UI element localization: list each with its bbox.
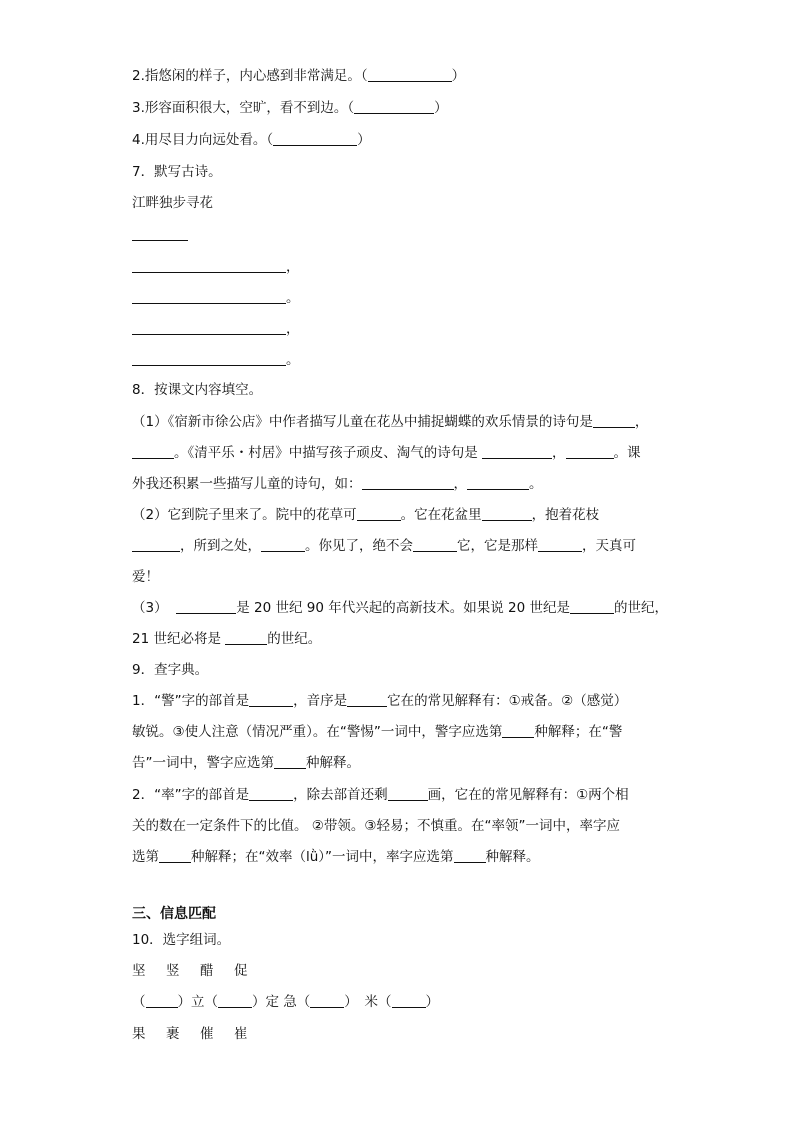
text: 画，它在的常见解释有：①两个相 (427, 787, 629, 803)
answer-blank[interactable] (570, 598, 614, 614)
answer-blank[interactable] (538, 536, 582, 552)
poem-line-1 (132, 257, 300, 277)
q8-p1-line2 (132, 443, 641, 463)
q8-p1-line1 (132, 412, 648, 432)
char-option: 崔 (234, 1026, 248, 1042)
q9-i1-line2 (132, 722, 622, 742)
poem-title-blank (132, 225, 188, 245)
q9-i2-line2: 关的数在一定条件下的比值。 ②带领。③轻易；不慎重。在“率领”一词中，率字应 (132, 818, 620, 834)
answer-blank[interactable] (261, 536, 305, 552)
answer-blank[interactable] (354, 98, 434, 114)
answer-blank[interactable] (502, 722, 534, 738)
answer-blank[interactable] (132, 225, 188, 241)
text: 告”一词中，警字应选第 (132, 755, 274, 771)
q8-label: 8．按课文内容填空。 (132, 382, 263, 398)
char-option: 果 (132, 1026, 146, 1042)
q6-item-4-close: ） (357, 132, 371, 148)
char-option: 竖 (166, 963, 180, 979)
answer-blank[interactable] (146, 992, 178, 1008)
punct: ， (286, 259, 300, 275)
text: 选第 (132, 849, 159, 865)
q9-i2-line3 (132, 847, 540, 867)
answer-blank[interactable] (176, 598, 236, 614)
char-options-row-1 (132, 961, 268, 981)
answer-blank[interactable] (132, 257, 286, 273)
answer-blank[interactable] (566, 443, 614, 459)
text: ）定 急（ (252, 994, 311, 1010)
section-heading: 三、信息匹配 (132, 906, 216, 922)
poem-line-2 (132, 288, 300, 308)
text: 它在的常见解释有：①戒备。②（感觉） (387, 693, 628, 709)
text: 的世纪， (613, 600, 668, 616)
text: 1．“警”字的部首是 (132, 693, 250, 709)
text: 是 20 世纪 90 年代兴起的高新技术。如果说 20 世纪是 (236, 600, 570, 616)
answer-blank[interactable] (593, 412, 635, 428)
text: 。《清平乐・村居》中描写孩子顽皮、淘气的诗句是 (174, 445, 478, 461)
q9-i2-line1 (132, 785, 629, 805)
text: （ (132, 994, 146, 1010)
text: ，抱着花枝 (531, 507, 600, 523)
text: 。它在花盆里 (400, 507, 482, 523)
poem-line-3 (132, 319, 300, 339)
answer-blank[interactable] (388, 785, 428, 801)
answer-blank[interactable] (357, 505, 401, 521)
text: 21 世纪必将是 (132, 631, 221, 647)
text: 外我还积累一些描写儿童的诗句，如： (132, 476, 362, 492)
q8-p3-line1 (132, 598, 668, 618)
answer-blank[interactable] (362, 474, 454, 490)
text: 。课 (613, 445, 641, 461)
q6-item-2-close: ） (451, 68, 466, 84)
text: 的世纪。 (267, 631, 322, 647)
answer-blank[interactable] (310, 992, 344, 1008)
answer-blank[interactable] (218, 992, 252, 1008)
text: 种解释；在“效率（lǜ）”一词中，率字应选第 (191, 849, 454, 865)
punct: 。 (529, 476, 543, 492)
text: 种解释。 (306, 755, 360, 771)
answer-blank[interactable] (467, 474, 529, 490)
text: 它，它是那样 (457, 538, 538, 554)
punct: ， (552, 445, 566, 461)
q6-item-2-text: 2.指悠闲的样子，内心感到非常满足。（ (132, 68, 368, 84)
answer-blank[interactable] (132, 288, 286, 304)
punct: ， (286, 321, 300, 337)
q9-label: 9．查字典。 (132, 662, 209, 678)
text: ，天真可 (582, 538, 636, 554)
answer-blank[interactable] (482, 443, 552, 459)
answer-blank[interactable] (132, 350, 286, 366)
answer-blank[interactable] (132, 319, 286, 335)
q6-item-4 (132, 130, 371, 150)
char-option: 坚 (132, 963, 146, 979)
text: 。你见了，绝不会 (305, 538, 413, 554)
answer-blank[interactable] (368, 66, 452, 82)
answer-blank[interactable] (454, 847, 486, 863)
answer-blank[interactable] (482, 505, 532, 521)
answer-blank[interactable] (249, 691, 293, 707)
text: （2）它到院子里来了。院中的花草可 (132, 507, 357, 523)
fill-row (132, 992, 439, 1012)
text: ） 米（ (344, 994, 392, 1010)
q8-p2-line3: 爱！ (132, 569, 159, 585)
q9-i1-line1 (132, 691, 627, 711)
answer-blank[interactable] (132, 536, 180, 552)
answer-blank[interactable] (392, 992, 426, 1008)
q6-item-3-close: ） (434, 100, 448, 116)
text: （1）《宿新市徐公店》中作者描写儿童在花丛中捕捉蝴蝶的欢乐情景的诗句是 (132, 414, 593, 430)
char-option: 醋 (200, 963, 214, 979)
text: ）立（ (177, 994, 218, 1010)
text: ，音序是 (293, 693, 348, 709)
text: ，除去部首还剩 (293, 787, 388, 803)
q6-item-2 (132, 66, 465, 86)
text: （3） (132, 600, 168, 616)
answer-blank[interactable] (274, 753, 306, 769)
char-option: 裹 (166, 1026, 180, 1042)
answer-blank[interactable] (273, 130, 357, 146)
answer-blank[interactable] (347, 691, 387, 707)
answer-blank[interactable] (249, 785, 293, 801)
q6-item-4-text: 4.用尽目力向远处看。（ (132, 132, 274, 148)
answer-blank[interactable] (132, 443, 174, 459)
q8-p2-line2 (132, 536, 636, 556)
punct: 。 (286, 352, 300, 368)
answer-blank[interactable] (225, 629, 267, 645)
text: 2．“率”字的部首是 (132, 787, 250, 803)
punct: ， (634, 414, 649, 430)
text: 种解释；在“警 (534, 724, 623, 740)
q8-p1-line3 (132, 474, 543, 494)
q6-item-3-text: 3.形容面积很大，空旷，看不到边。（ (132, 100, 355, 116)
text: ，所到之处， (180, 538, 261, 554)
char-option: 催 (200, 1026, 214, 1042)
q8-p2-line1 (132, 505, 599, 525)
punct: 。 (286, 290, 300, 306)
char-options-row-2 (132, 1024, 268, 1044)
q7-label: 7．默写古诗。 (132, 164, 222, 180)
answer-blank[interactable] (413, 536, 457, 552)
text: 种解释。 (485, 849, 540, 865)
q9-i1-line3 (132, 753, 360, 773)
answer-blank[interactable] (159, 847, 191, 863)
text: 敏锐。③使人注意（情况严重）。在“警惕”一词中，警字应选第 (132, 724, 503, 740)
poem-title: 江畔独步寻花 (132, 195, 213, 211)
text: ） (425, 994, 440, 1010)
poem-line-4 (132, 350, 300, 370)
char-option: 促 (234, 963, 248, 979)
q8-p3-line2 (132, 629, 321, 649)
q6-item-3 (132, 98, 448, 118)
punct: ， (453, 476, 467, 492)
q10-label: 10．选字组词。 (132, 932, 231, 948)
